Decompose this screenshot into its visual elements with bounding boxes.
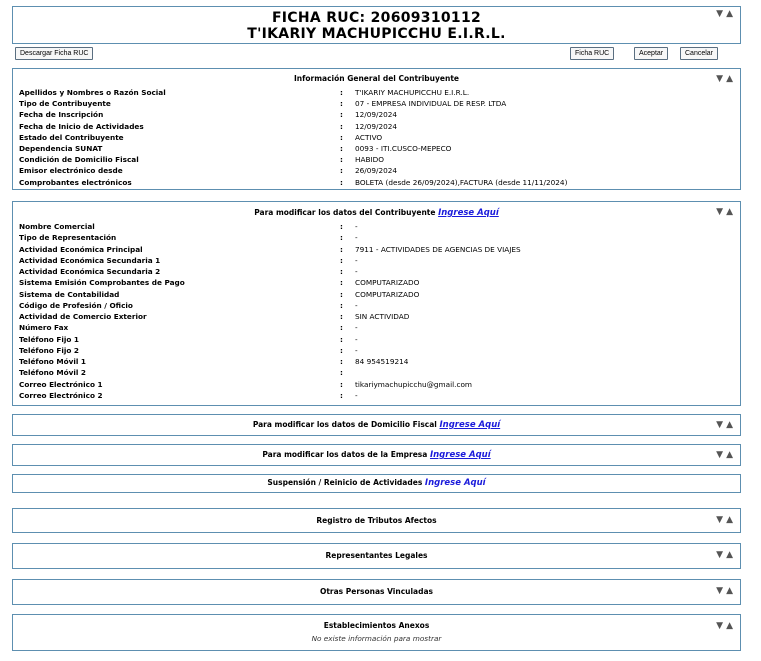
otras-personas-panel: [12, 579, 741, 605]
row-value: -: [355, 255, 358, 265]
info-row: [19, 345, 734, 356]
cancel-button[interactable]: Cancelar: [680, 47, 718, 60]
row-label: Fecha de Inicio de Actividades: [19, 121, 144, 131]
row-label: Teléfono Móvil 2: [19, 368, 86, 378]
suspension-panel: [12, 474, 741, 493]
collapse-up-icon[interactable]: ▲: [726, 207, 734, 217]
ficha-ruc-button[interactable]: Ficha RUC: [570, 47, 614, 60]
empresa-panel: [12, 444, 741, 466]
collapse-down-icon[interactable]: ▼: [716, 207, 725, 217]
row-separator: :: [340, 323, 343, 333]
info-row: [19, 98, 734, 109]
row-separator: :: [340, 244, 343, 254]
info-row: [19, 289, 734, 300]
row-label: Sistema Emisión Comprobantes de Pago: [19, 278, 185, 288]
row-separator: :: [340, 357, 343, 366]
info-row: [19, 221, 734, 232]
row-separator: :: [340, 300, 343, 310]
row-value: ACTIVO: [355, 132, 383, 142]
domicilio-title-text: Para modificar los datos de Domicilio Fiscal: [252, 420, 437, 429]
domicilio-panel: [12, 414, 741, 436]
collapse-up-icon[interactable]: ▲: [726, 550, 734, 560]
download-ficha-button[interactable]: Descargar Ficha RUC: [15, 47, 93, 60]
info-row: [19, 266, 734, 277]
row-label: Teléfono Fijo 2: [19, 345, 79, 355]
contributor-ingrese-link[interactable]: Ingrese Aquí: [438, 208, 499, 218]
accept-button[interactable]: Aceptar: [634, 47, 668, 60]
contributor-title-text: Para modificar los datos del Contribuyente: [254, 208, 436, 217]
row-label: Fecha de Inscripción: [19, 110, 104, 120]
row-separator: :: [340, 255, 343, 265]
info-row: [19, 255, 734, 266]
domicilio-collapse-controls: [714, 421, 734, 430]
row-label: Actividad Económica Secundaria 2: [19, 267, 161, 276]
row-separator: :: [340, 155, 343, 165]
row-value: SIN ACTIVIDAD: [355, 312, 410, 321]
collapse-down-icon[interactable]: ▼: [716, 420, 725, 430]
empresa-ingrese-link[interactable]: Ingrese Aquí: [429, 450, 491, 460]
row-label: Correo Electrónico 2: [19, 390, 103, 400]
row-value: 0093 - ITI.CUSCO-MEPECO: [355, 144, 452, 153]
tributos-panel: [12, 508, 741, 533]
row-label: Dependencia SUNAT: [19, 144, 103, 153]
empresa-collapse-controls: [714, 451, 734, 460]
row-value: BOLETA (desde 26/09/2024),FACTURA (desde 11/11/2024): [355, 177, 568, 187]
row-separator: :: [340, 222, 343, 231]
row-value: HABIDO: [355, 155, 384, 165]
row-separator: :: [340, 267, 343, 276]
row-separator: :: [340, 379, 343, 389]
otras-title: Otras Personas Vinculadas: [319, 587, 434, 596]
establecimientos-panel: [12, 614, 741, 651]
row-separator: :: [340, 390, 343, 400]
empresa-title-text: Para modificar los datos de la Empresa: [262, 450, 428, 459]
row-value: -: [355, 300, 358, 310]
row-value: -: [355, 323, 358, 333]
tributos-title: Registro de Tributos Afectos: [316, 516, 437, 525]
row-separator: :: [340, 88, 343, 97]
row-label: Emisor electrónico desde: [19, 166, 123, 176]
collapse-up-icon[interactable]: ▲: [726, 515, 734, 525]
row-separator: :: [340, 233, 343, 243]
collapse-up-icon[interactable]: ▲: [726, 9, 734, 19]
row-label: Nombre Comercial: [19, 222, 95, 231]
row-separator: :: [340, 121, 343, 131]
info-row: [19, 311, 734, 322]
collapse-down-icon[interactable]: ▼: [716, 9, 725, 19]
row-value: -: [355, 345, 358, 355]
row-separator: :: [340, 345, 343, 355]
general-info-title: Información General del Contribuyente: [293, 74, 460, 83]
row-separator: :: [340, 312, 343, 321]
row-separator: :: [340, 177, 343, 187]
row-value: -: [355, 222, 358, 231]
header-panel: [12, 6, 741, 44]
row-separator: :: [340, 110, 343, 120]
tributos-collapse-controls: [714, 516, 734, 525]
row-value: 26/09/2024: [355, 166, 398, 176]
row-label: Teléfono Móvil 1: [19, 357, 86, 366]
collapse-down-icon[interactable]: ▼: [716, 515, 725, 525]
collapse-up-icon[interactable]: ▲: [726, 420, 734, 430]
row-value: 07 - EMPRESA INDIVIDUAL DE RESP. LTDA: [355, 99, 507, 109]
info-row: [19, 154, 734, 165]
row-value: COMPUTARIZADO: [355, 278, 420, 288]
general-collapse-controls: [714, 75, 734, 84]
row-separator: :: [340, 144, 343, 153]
row-separator: :: [340, 334, 343, 344]
info-row: [19, 165, 734, 176]
info-row: [19, 143, 734, 154]
row-label: Número Fax: [19, 323, 69, 333]
row-value: -: [355, 334, 358, 344]
representantes-title: Representantes Legales: [325, 551, 428, 560]
collapse-down-icon[interactable]: ▼: [716, 621, 725, 631]
collapse-up-icon[interactable]: ▲: [726, 586, 734, 596]
suspension-title: [13, 478, 740, 488]
row-value: 12/09/2024: [355, 110, 398, 120]
info-row: [19, 232, 734, 243]
page-title-ruc: FICHA RUC: 20609310112: [271, 10, 482, 26]
collapse-down-icon[interactable]: ▼: [716, 450, 725, 460]
row-value: COMPUTARIZADO: [355, 289, 420, 299]
row-separator: :: [340, 368, 343, 378]
collapse-up-icon[interactable]: ▲: [726, 621, 734, 631]
contributor-panel: [12, 201, 741, 406]
info-row: [19, 109, 734, 120]
info-row: [19, 244, 734, 255]
suspension-title-text: Suspensión / Reinicio de Actividades: [267, 478, 423, 487]
row-label: Correo Electrónico 1: [19, 379, 103, 389]
empresa-title: [13, 450, 740, 460]
row-label: Apellidos y Nombres o Razón Social: [19, 88, 166, 97]
collapse-up-icon[interactable]: ▲: [726, 450, 734, 460]
establecimientos-collapse-controls: [714, 622, 734, 631]
collapse-down-icon[interactable]: ▼: [716, 550, 725, 560]
row-value: 12/09/2024: [355, 121, 398, 131]
collapse-down-icon[interactable]: ▼: [716, 586, 725, 596]
row-label: Actividad de Comercio Exterior: [19, 312, 147, 321]
info-row: [19, 322, 734, 333]
row-label: Condición de Domicilio Fiscal: [19, 155, 139, 165]
general-info-panel: [12, 68, 741, 190]
establecimientos-empty-note: No existe información para mostrar: [311, 634, 442, 643]
domicilio-ingrese-link[interactable]: Ingrese Aquí: [439, 420, 501, 430]
representantes-collapse-controls: [714, 551, 734, 560]
info-row: [19, 334, 734, 345]
collapse-up-icon[interactable]: ▲: [726, 74, 734, 84]
info-row: [19, 87, 734, 98]
info-row: [19, 177, 734, 188]
row-label: Tipo de Representación: [19, 233, 117, 243]
row-value: tikariymachupicchu@gmail.com: [355, 379, 473, 389]
row-label: Código de Profesión / Oficio: [19, 300, 133, 310]
contributor-title: [13, 208, 740, 218]
row-value: -: [355, 267, 358, 276]
info-row: [19, 121, 734, 132]
info-row: [19, 379, 734, 390]
info-row: [19, 132, 734, 143]
row-label: Actividad Económica Secundaria 1: [19, 255, 161, 265]
info-row: [19, 367, 734, 378]
row-separator: :: [340, 278, 343, 288]
header-collapse-controls: [714, 10, 734, 19]
collapse-down-icon[interactable]: ▼: [716, 74, 725, 84]
row-value: T'IKARIY MACHUPICCHU E.I.R.L.: [355, 88, 470, 97]
row-label: Estado del Contribuyente: [19, 132, 124, 142]
otras-collapse-controls: [714, 587, 734, 596]
row-separator: :: [340, 99, 343, 109]
domicilio-title: [13, 420, 740, 430]
row-separator: :: [340, 289, 343, 299]
info-row: [19, 300, 734, 311]
page-title-company: T'IKARIY MACHUPICCHU E.I.R.L.: [247, 26, 506, 42]
info-row: [19, 277, 734, 288]
row-label: Comprobantes electrónicos: [19, 177, 132, 187]
row-separator: :: [340, 166, 343, 176]
establecimientos-title: Establecimientos Anexos: [323, 621, 430, 630]
row-separator: :: [340, 132, 343, 142]
row-label: Sistema de Contabilidad: [19, 289, 120, 299]
row-label: Teléfono Fijo 1: [19, 334, 79, 344]
row-value: 7911 - ACTIVIDADES DE AGENCIAS DE VIAJES: [355, 244, 521, 254]
info-row: [19, 390, 734, 401]
info-row: [19, 356, 734, 367]
row-label: Actividad Económica Principal: [19, 244, 143, 254]
representantes-panel: [12, 543, 741, 569]
suspension-ingrese-link[interactable]: Ingrese Aquí: [424, 478, 486, 488]
row-label: Tipo de Contribuyente: [19, 99, 111, 109]
contributor-collapse-controls: [714, 208, 734, 217]
row-value: -: [355, 390, 358, 400]
row-value: 84 954519214: [355, 357, 409, 366]
row-value: -: [355, 233, 358, 243]
